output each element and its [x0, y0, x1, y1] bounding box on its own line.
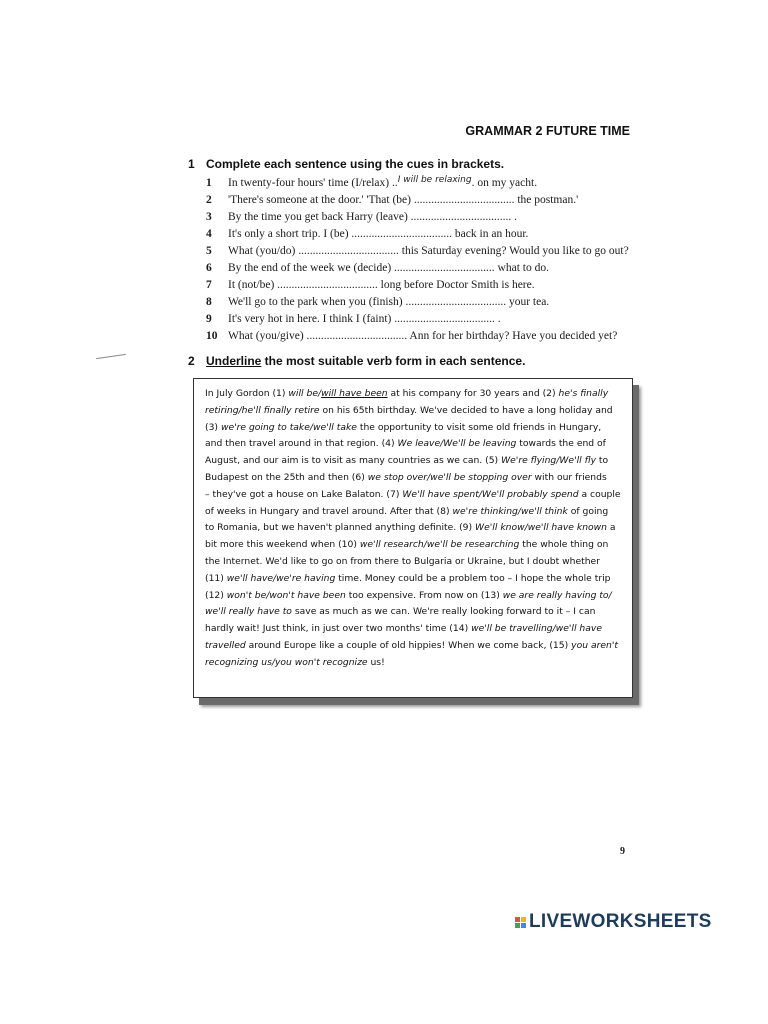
passage-text: us!	[367, 656, 385, 668]
passage-text: a	[606, 522, 616, 534]
passage-text: (11)	[205, 572, 227, 584]
section-2-number: 2	[188, 354, 195, 368]
passage-line	[205, 571, 625, 588]
passage-text: of going	[567, 505, 609, 517]
page-header-title: GRAMMAR 2 FUTURE TIME	[465, 124, 630, 138]
item-text: By the time you get back Harry (leave) ................................... .	[228, 211, 518, 223]
verb-option[interactable]: we're thinking/we'll think	[452, 505, 568, 517]
verb-option[interactable]: we stop over/we'll be stopping over	[367, 471, 532, 483]
verb-option[interactable]: retiring/he'll finally retire	[205, 404, 320, 416]
logo-block	[521, 917, 526, 922]
item-number: 10	[206, 330, 218, 342]
passage-line	[205, 436, 625, 453]
passage-line	[205, 537, 625, 554]
verb-option[interactable]: travelled	[205, 639, 246, 651]
passage-line	[205, 403, 625, 420]
verb-option[interactable]: will have been	[321, 388, 388, 399]
item-number: 9	[206, 313, 212, 325]
exercise-2-passage	[205, 386, 625, 672]
passage-text: (12)	[205, 589, 227, 601]
verb-option[interactable]: we are really having to/	[502, 589, 612, 601]
page-number: 9	[620, 846, 625, 857]
passage-line	[205, 621, 625, 638]
passage-text: time. Money could be a problem too – I hope the whole trip	[335, 572, 611, 584]
section-1-number: 1	[188, 157, 195, 171]
passage-text: August, and our aim is to visit as many countries as we can. (5)	[205, 455, 502, 467]
passage-text: with our friends	[531, 471, 607, 483]
exercise-item	[206, 328, 646, 345]
item-number: 6	[206, 262, 212, 274]
passage-line	[205, 504, 625, 521]
passage-text: the opportunity to visit some old friends in Hungary,	[356, 421, 602, 433]
passage-text: save as much as we can. We're really looking forward to it – I can	[291, 606, 596, 618]
passage-line	[205, 588, 625, 605]
logo-blocks-icon	[515, 917, 526, 928]
verb-option[interactable]: won't be/won't have been	[226, 589, 346, 601]
exercise-item	[206, 260, 646, 277]
item-text-after: . on my yacht.	[471, 177, 538, 189]
exercise-item	[206, 243, 646, 260]
passage-text: on his 65th birthday. We've decided to have a long holiday and	[319, 404, 613, 416]
verb-option[interactable]: you aren't	[571, 639, 618, 651]
exercise-item	[206, 226, 646, 243]
passage-text: (3)	[205, 421, 221, 433]
logo-text: LIVEWORKSHEETS	[529, 911, 712, 932]
verb-option[interactable]: we'll really have to	[205, 606, 292, 618]
item-number: 3	[206, 211, 212, 223]
item-text: It's very hot in here. I think I (faint) ................................... .	[228, 313, 501, 325]
passage-text: the whole thing on	[519, 539, 609, 551]
passage-text: to Romania, but we haven't planned anything definite. (9)	[205, 522, 476, 534]
verb-option[interactable]: will be/	[288, 388, 322, 399]
exercise-item	[206, 294, 646, 311]
verb-option[interactable]: we'll have/we're having	[226, 572, 336, 584]
verb-option[interactable]: We're flying/We'll fly	[501, 455, 597, 467]
item-number: 5	[206, 245, 212, 257]
passage-line	[205, 420, 625, 437]
liveworksheets-logo	[515, 911, 712, 933]
passage-text: the Internet. We'd like to go on from there to Bulgaria or Ukraine, but I doubt whether	[205, 555, 600, 567]
verb-option[interactable]: recognizing us/you won't recognize	[205, 656, 368, 668]
section-1-instruction: Complete each sentence using the cues in brackets.	[206, 157, 505, 171]
passage-line	[205, 604, 625, 621]
item-number: 2	[206, 194, 212, 206]
section-2-instruction-underline: Underline	[206, 354, 262, 368]
passage-text: In July Gordon (1)	[205, 388, 289, 399]
verb-option[interactable]: he's finally	[558, 388, 609, 399]
verb-option[interactable]: we'll be travelling/we'll have	[471, 623, 602, 635]
passage-text: at his company for 30 years and (2)	[387, 388, 559, 399]
exercise-item	[206, 277, 646, 294]
passage-text: a couple	[578, 488, 621, 500]
verb-option[interactable]: We'll know/we'll have known	[475, 522, 607, 534]
passage-text: Budapest on the 25th and then (6)	[205, 471, 368, 483]
section-2-instruction: the most suitable verb form in each sentence.	[261, 354, 526, 368]
passage-line	[205, 487, 625, 504]
passage-text: around Europe like a couple of old hippies! When we come back, (15)	[245, 639, 572, 651]
item-text: 'There's someone at the door.' 'That (be) ................................... the postman.'	[228, 194, 579, 206]
passage-line	[205, 386, 625, 403]
item-text: It (not/be) ................................... long before Doctor Smith is here.	[228, 279, 535, 291]
logo-block	[515, 917, 520, 922]
passage-line	[205, 655, 625, 672]
stray-mark	[96, 354, 126, 359]
passage-text: – they've got a house on Lake Balaton. (7)	[205, 488, 403, 500]
verb-option[interactable]: we'll research/we'll be researching	[359, 539, 520, 551]
exercise-item	[206, 311, 646, 328]
passage-text: and then travel around in that region. (4)	[205, 438, 398, 450]
passage-line	[205, 470, 625, 487]
item-number: 7	[206, 279, 212, 291]
exercise-item	[206, 175, 646, 192]
passage-line	[205, 554, 625, 571]
verb-option[interactable]: we're going to take/we'll take	[220, 421, 357, 433]
passage-text: too expensive. From now on (13)	[345, 589, 503, 601]
section-1-heading	[188, 157, 504, 171]
item-number: 1	[206, 177, 212, 189]
item-number: 8	[206, 296, 212, 308]
passage-line	[205, 453, 625, 470]
item-number: 4	[206, 228, 212, 240]
item-text: It's only a short trip. I (be) ................................... back in an hour.	[228, 228, 529, 240]
item-text: We'll go to the park when you (finish) ................................... your tea.	[228, 296, 550, 308]
passage-text: towards the end of	[516, 438, 606, 450]
item-text: What (you/give) ................................... Ann for her birthday? Have you decided yet?	[228, 330, 618, 342]
passage-text: bit more this weekend when (10)	[205, 539, 360, 551]
logo-block	[515, 923, 520, 928]
item-text: By the end of the week we (decide) ................................... what to do.	[228, 262, 549, 274]
section-2-heading	[188, 354, 525, 368]
verb-option[interactable]: We leave/We'll be leaving	[397, 438, 517, 450]
passage-text: hardly wait! Just think, in just over two months' time (14)	[205, 623, 472, 635]
handwritten-answer: I will be relaxing	[397, 175, 472, 185]
exercise-item	[206, 209, 646, 226]
passage-line	[205, 520, 625, 537]
passage-text: to	[596, 455, 609, 467]
exercise-1-list	[206, 175, 646, 345]
passage-text: of weeks in Hungary and travel around. After that (8)	[205, 505, 453, 517]
logo-block	[521, 923, 526, 928]
item-text: What (you/do) ................................... this Saturday evening? Would you like to go out?	[228, 245, 629, 257]
verb-option[interactable]: We'll have spent/We'll probably spend	[402, 488, 579, 500]
exercise-item	[206, 192, 646, 209]
passage-line	[205, 638, 625, 655]
item-text-before: In twenty-four hours' time (I/relax) ..	[228, 177, 398, 189]
